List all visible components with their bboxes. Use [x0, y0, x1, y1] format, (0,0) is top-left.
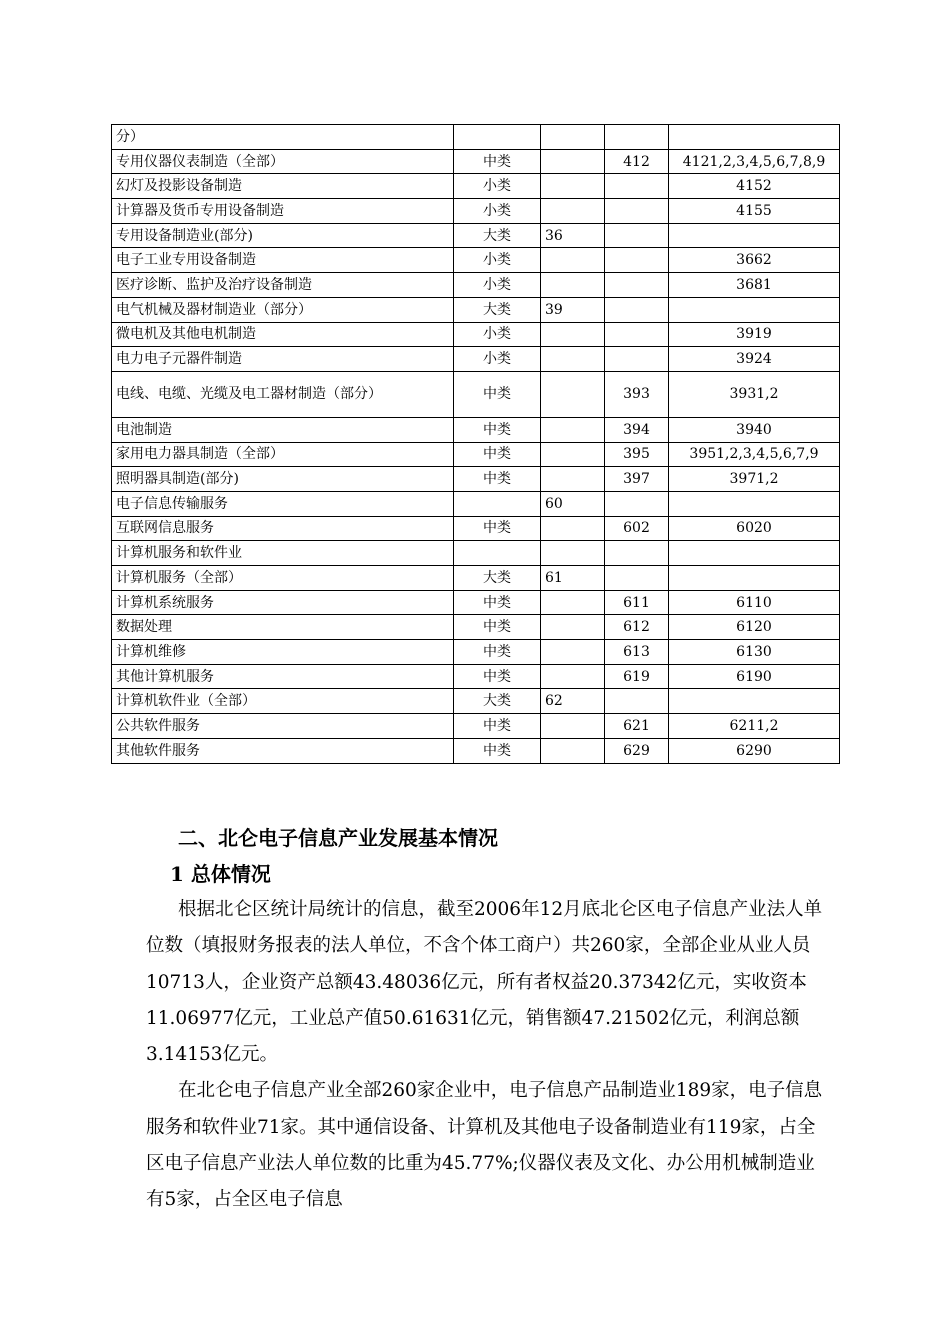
- section-subheading: 1 总体情况: [170, 862, 271, 886]
- major-code-cell: 62: [541, 689, 605, 714]
- mid-code-cell: 393: [605, 371, 669, 417]
- mid-code-cell: 629: [605, 738, 669, 763]
- mid-code-cell: [605, 174, 669, 199]
- small-code-cell: [669, 541, 840, 566]
- major-code-cell: [541, 273, 605, 298]
- small-code-cell: 4121,2,3,4,5,6,7,8,9: [669, 149, 840, 174]
- mid-code-cell: 394: [605, 417, 669, 442]
- category-type-cell: 中类: [454, 640, 541, 665]
- category-type-cell: 小类: [454, 322, 541, 347]
- major-code-cell: [541, 516, 605, 541]
- major-code-cell: [541, 347, 605, 372]
- small-code-cell: 3662: [669, 248, 840, 273]
- table-row: [112, 248, 840, 273]
- major-code-cell: 36: [541, 223, 605, 248]
- category-name-cell: 数据处理: [112, 615, 454, 640]
- mid-code-cell: [605, 297, 669, 322]
- category-type-cell: 中类: [454, 590, 541, 615]
- table-row: [112, 297, 840, 322]
- category-name-cell: 电子信息传输服务: [112, 491, 454, 516]
- small-code-cell: [669, 297, 840, 322]
- major-code-cell: 60: [541, 491, 605, 516]
- paragraph-1: 根据北仑区统计局统计的信息，截至2006年12月底北仑区电子信息产业法人单位数（填报财务报表的法人单位，不含个体工商户）共260家，全部企业从业人员10713人，企业资产总额43.48036亿元，所有者权益20.37342亿元，实收资本11.06977亿元，工业总产值50.61631亿元，销售额47.21502亿元，利润总额3.14153亿元。: [146, 899, 823, 1066]
- major-code-cell: [541, 125, 605, 150]
- mid-code-cell: 613: [605, 640, 669, 665]
- table-row: [112, 516, 840, 541]
- category-type-cell: 中类: [454, 516, 541, 541]
- table-row: [112, 689, 840, 714]
- table-row: [112, 541, 840, 566]
- mid-code-cell: 602: [605, 516, 669, 541]
- mid-code-cell: 611: [605, 590, 669, 615]
- major-code-cell: [541, 664, 605, 689]
- small-code-cell: [669, 689, 840, 714]
- small-code-cell: 3919: [669, 322, 840, 347]
- industry-classification-table: [111, 124, 840, 764]
- category-name-cell: 计算机系统服务: [112, 590, 454, 615]
- mid-code-cell: 395: [605, 442, 669, 467]
- mid-code-cell: 612: [605, 615, 669, 640]
- category-name-cell: 其他计算机服务: [112, 664, 454, 689]
- small-code-cell: 6290: [669, 738, 840, 763]
- major-code-cell: 39: [541, 297, 605, 322]
- major-code-cell: 61: [541, 566, 605, 591]
- category-name-cell: 专用设备制造业(部分): [112, 223, 454, 248]
- category-name-cell: 微电机及其他电机制造: [112, 322, 454, 347]
- table-row: [112, 615, 840, 640]
- small-code-cell: 6110: [669, 590, 840, 615]
- small-code-cell: [669, 566, 840, 591]
- category-name-cell: 电力电子元器件制造: [112, 347, 454, 372]
- table-row: [112, 223, 840, 248]
- category-name-cell: 电气机械及器材制造业（部分）: [112, 297, 454, 322]
- mid-code-cell: [605, 273, 669, 298]
- paragraph-2: 在北仑电子信息产业全部260家企业中，电子信息产品制造业189家，电子信息服务和软件业71家。其中通信设备、计算机及其他电子设备制造业有119家，占全区电子信息产业法人单位数的比重为45.77%;仪器仪表及文化、办公用机械制造业有5家，占全区电子信息: [146, 1080, 823, 1211]
- category-name-cell: 电线、电缆、光缆及电工器材制造（部分）: [112, 371, 454, 417]
- table-row: [112, 347, 840, 372]
- category-name-cell: 医疗诊断、监护及治疗设备制造: [112, 273, 454, 298]
- mid-code-cell: [605, 689, 669, 714]
- category-type-cell: 小类: [454, 174, 541, 199]
- table-row: [112, 174, 840, 199]
- category-name-cell: 计算机服务（全部）: [112, 566, 454, 591]
- table-row: [112, 371, 840, 417]
- category-type-cell: 小类: [454, 199, 541, 224]
- table-row: [112, 640, 840, 665]
- small-code-cell: 3951,2,3,4,5,6,7,9: [669, 442, 840, 467]
- category-type-cell: 中类: [454, 371, 541, 417]
- mid-code-cell: [605, 566, 669, 591]
- major-code-cell: [541, 149, 605, 174]
- small-code-cell: [669, 223, 840, 248]
- table-row: [112, 125, 840, 150]
- mid-code-cell: [605, 541, 669, 566]
- small-code-cell: 6190: [669, 664, 840, 689]
- table-row: [112, 322, 840, 347]
- small-code-cell: 3940: [669, 417, 840, 442]
- major-code-cell: [541, 541, 605, 566]
- table-row: [112, 491, 840, 516]
- small-code-cell: 3924: [669, 347, 840, 372]
- small-code-cell: 3681: [669, 273, 840, 298]
- category-type-cell: 中类: [454, 467, 541, 492]
- category-type-cell: 小类: [454, 347, 541, 372]
- major-code-cell: [541, 442, 605, 467]
- category-name-cell: 分）: [112, 125, 454, 150]
- category-type-cell: 大类: [454, 297, 541, 322]
- small-code-cell: [669, 491, 840, 516]
- major-code-cell: [541, 738, 605, 763]
- category-name-cell: 公共软件服务: [112, 714, 454, 739]
- category-name-cell: 电池制造: [112, 417, 454, 442]
- major-code-cell: [541, 199, 605, 224]
- table-row: [112, 566, 840, 591]
- major-code-cell: [541, 640, 605, 665]
- category-type-cell: 中类: [454, 149, 541, 174]
- table-row: [112, 714, 840, 739]
- table-row: [112, 417, 840, 442]
- mid-code-cell: 397: [605, 467, 669, 492]
- category-name-cell: 家用电力器具制造（全部）: [112, 442, 454, 467]
- small-code-cell: 3931,2: [669, 371, 840, 417]
- category-type-cell: 中类: [454, 442, 541, 467]
- small-code-cell: 6020: [669, 516, 840, 541]
- category-name-cell: 计算机服务和软件业: [112, 541, 454, 566]
- category-type-cell: [454, 541, 541, 566]
- table-row: [112, 199, 840, 224]
- category-name-cell: 计算机软件业（全部）: [112, 689, 454, 714]
- table-row: [112, 442, 840, 467]
- category-name-cell: 计算机维修: [112, 640, 454, 665]
- category-name-cell: 计算器及货币专用设备制造: [112, 199, 454, 224]
- major-code-cell: [541, 174, 605, 199]
- category-name-cell: 专用仪器仪表制造（全部）: [112, 149, 454, 174]
- mid-code-cell: [605, 347, 669, 372]
- category-type-cell: 小类: [454, 248, 541, 273]
- major-code-cell: [541, 467, 605, 492]
- major-code-cell: [541, 590, 605, 615]
- category-type-cell: [454, 491, 541, 516]
- mid-code-cell: 412: [605, 149, 669, 174]
- small-code-cell: 4155: [669, 199, 840, 224]
- table-row: [112, 273, 840, 298]
- category-type-cell: 大类: [454, 566, 541, 591]
- mid-code-cell: 619: [605, 664, 669, 689]
- category-type-cell: 大类: [454, 689, 541, 714]
- small-code-cell: 3971,2: [669, 467, 840, 492]
- small-code-cell: 6120: [669, 615, 840, 640]
- mid-code-cell: [605, 491, 669, 516]
- body-text: [146, 892, 826, 1219]
- small-code-cell: 6211,2: [669, 714, 840, 739]
- category-type-cell: 大类: [454, 223, 541, 248]
- mid-code-cell: [605, 223, 669, 248]
- small-code-cell: 4152: [669, 174, 840, 199]
- category-type-cell: 中类: [454, 738, 541, 763]
- category-name-cell: 电子工业专用设备制造: [112, 248, 454, 273]
- major-code-cell: [541, 615, 605, 640]
- table-row: [112, 738, 840, 763]
- mid-code-cell: [605, 125, 669, 150]
- mid-code-cell: 621: [605, 714, 669, 739]
- small-code-cell: 6130: [669, 640, 840, 665]
- major-code-cell: [541, 248, 605, 273]
- category-type-cell: 中类: [454, 714, 541, 739]
- category-type-cell: 中类: [454, 615, 541, 640]
- category-type-cell: 小类: [454, 273, 541, 298]
- table-row: [112, 467, 840, 492]
- major-code-cell: [541, 371, 605, 417]
- mid-code-cell: [605, 322, 669, 347]
- category-name-cell: 照明器具制造(部分): [112, 467, 454, 492]
- mid-code-cell: [605, 248, 669, 273]
- category-type-cell: 中类: [454, 664, 541, 689]
- major-code-cell: [541, 714, 605, 739]
- mid-code-cell: [605, 199, 669, 224]
- category-name-cell: 互联网信息服务: [112, 516, 454, 541]
- category-type-cell: 中类: [454, 417, 541, 442]
- small-code-cell: [669, 125, 840, 150]
- section-heading: 二、北仑电子信息产业发展基本情况: [178, 826, 498, 850]
- table-row: [112, 590, 840, 615]
- category-type-cell: [454, 125, 541, 150]
- major-code-cell: [541, 417, 605, 442]
- table-row: [112, 149, 840, 174]
- category-name-cell: 其他软件服务: [112, 738, 454, 763]
- table-row: [112, 664, 840, 689]
- category-name-cell: 幻灯及投影设备制造: [112, 174, 454, 199]
- major-code-cell: [541, 322, 605, 347]
